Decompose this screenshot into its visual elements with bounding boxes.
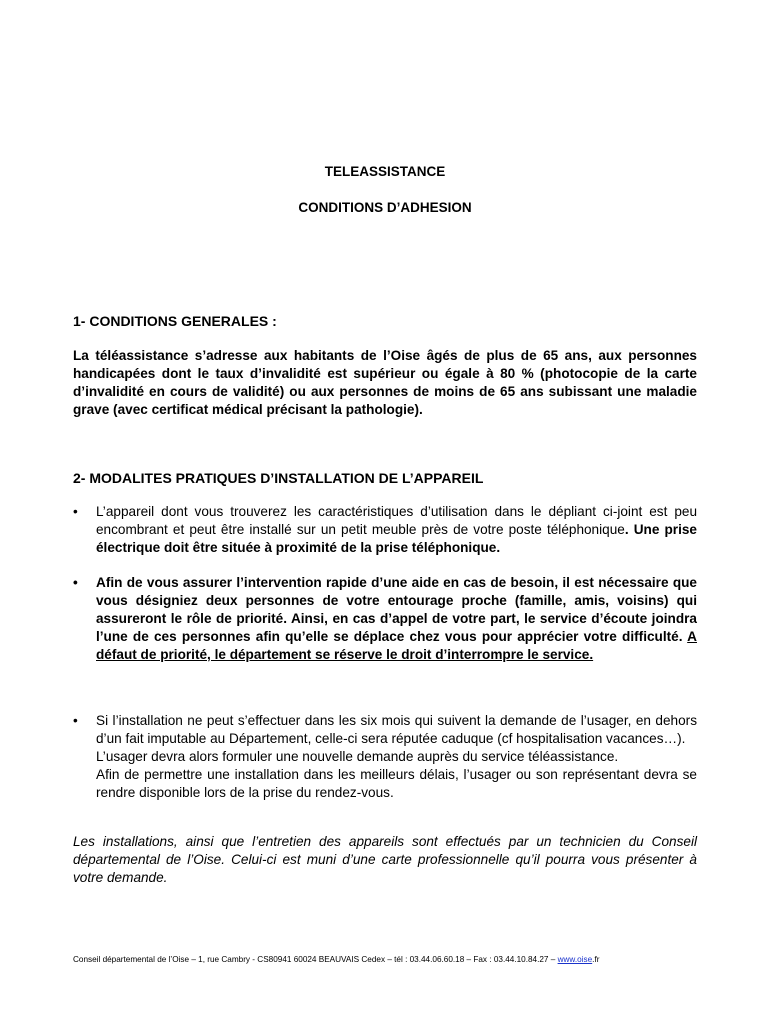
document-title: TELEASSISTANCE <box>324 164 446 179</box>
bullet-1-bold-text: . Une prise électrique doit être située à proximité de la prise téléphonique. <box>96 522 697 555</box>
footer-website-link[interactable]: www.oise <box>557 955 593 964</box>
section-1-text: La téléassistance s’adresse aux habitants de l’Oise âgés de plus de 65 ans, aux personnes handicapées dont le taux d’invalidité est supérieur ou égale à 80 % (photocopie de la carte d’invalidité en cours de validité) ou aux personnes de moins de 65 ans subissant une maladie grave (avec certificat médical précisant la pathologie). <box>73 348 697 417</box>
bullet-3-line-2: L’usager devra alors formuler une nouvelle demande auprès du service téléassistance. <box>96 749 619 764</box>
footer-address: Conseil départemental de l’Oise – 1, rue Cambry - CS80941 60024 BEAUVAIS Cedex – tél : 03.44.06.60.18 – Fax : 03.44.10.84.27 – <box>73 955 558 964</box>
bullet-icon: • <box>73 504 78 519</box>
bullet-item-appareil <box>73 503 697 557</box>
section-1-heading: 1- CONDITIONS GENERALES : <box>73 313 277 329</box>
bullet-body <box>96 712 697 802</box>
footer-link-suffix: .fr <box>592 955 600 964</box>
document-subtitle: CONDITIONS D’ADHESION <box>298 200 472 215</box>
section-2-heading: 2- MODALITES PRATIQUES D’INSTALLATION DE L’APPAREIL <box>73 470 484 486</box>
closing-note: Les installations, ainsi que l’entretien des appareils sont effectués par un technicien du Conseil départemental de l’Oise. Celui-ci est muni d’une carte professionnelle qu’il pourra vous présenter à votre demande. <box>73 834 697 885</box>
bullet-3-line-3: Afin de permettre une installation dans les meilleurs délais, l’usager ou son représentant devra se rendre disponible lors de la prise du rendez-vous. <box>96 767 697 800</box>
bullet-1-text: L’appareil dont vous trouverez les caractéristiques d’utilisation dans le dépliant ci-joint est peu encombrant et peut être installé sur un petit meuble près de votre poste téléphonique <box>96 504 697 537</box>
bullet-body <box>96 574 697 664</box>
bullet-icon: • <box>73 575 78 590</box>
bullet-2-underlined-text: A défaut de priorité, le département se réserve le droit d’interrompre le service. <box>96 629 697 662</box>
bullet-item-installation-delai <box>73 712 697 802</box>
bullet-icon: • <box>73 713 78 728</box>
bullet-item-priorite <box>73 574 697 664</box>
bullet-2-text: Afin de vous assurer l’intervention rapide d’une aide en cas de besoin, il est nécessaire que vous désigniez deux personnes de votre entourage proche (famille, amis, voisins) qui assureront le rôle de priorité. Ainsi, en cas d’appel de votre part, le service d’écoute joindra l’une de ces personnes afin qu’elle se déplace chez vous pour apprécier votre difficulté. <box>96 575 697 644</box>
bullet-3-line-1: Si l’installation ne peut s’effectuer dans les six mois qui suivent la demande de l’usager, en dehors d’un fait imputable au Département, celle-ci sera réputée caduque (cf hospitalisation vacances…). <box>96 713 697 746</box>
bullet-body <box>96 503 697 557</box>
page-footer <box>73 955 697 964</box>
